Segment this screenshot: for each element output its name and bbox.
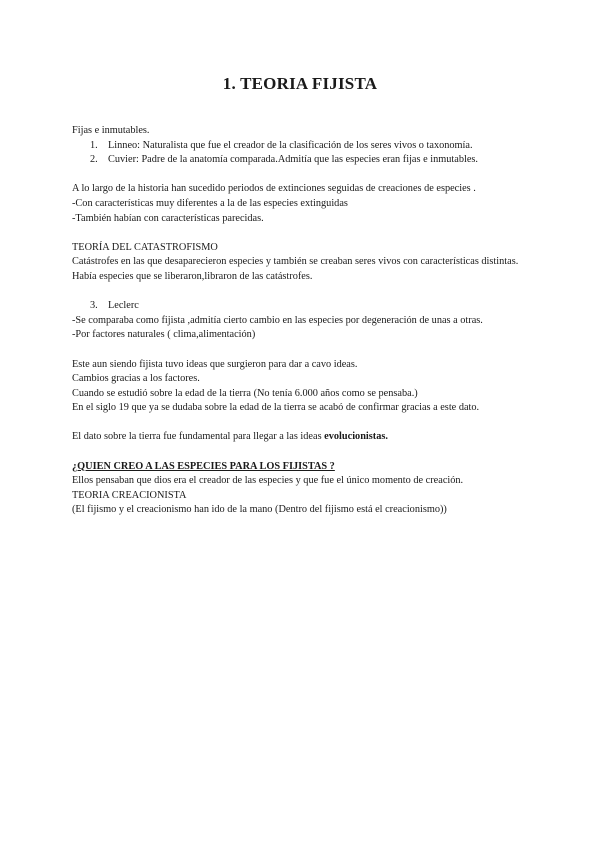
quien-line: (El fijismo y el creacionismo han ido de la mano (Dentro del fijismo está el creacionismo)) xyxy=(72,504,447,516)
leclerc-line: -Se comparaba como fijista ,admitía cierto cambio en las especies por degeneración de unas a otras. xyxy=(72,314,483,326)
list-number: 3. xyxy=(90,300,98,312)
ideas-line: Este aun siendo fijista tuvo ideas que surgieron para dar a cavo ideas. xyxy=(72,358,358,370)
list-item-text: Leclerc xyxy=(108,300,139,312)
document-body xyxy=(72,124,542,518)
history-line: A lo largo de la historia han sucedido periodos de extinciones seguidas de creaciones de especies . xyxy=(72,183,476,195)
ideas-line: Cuando se estudió sobre la edad de la tierra (No tenía 6.000 años como se pensaba.) xyxy=(72,387,418,399)
history-line: -También habían con características parecidas. xyxy=(72,212,264,224)
leclerc-line: -Por factores naturales ( clima,alimentación) xyxy=(72,329,256,341)
list-item-text: Linneo: Naturalista que fue el creador de la clasificación de los seres vivos o taxonomía. xyxy=(108,139,473,151)
catastrofismo-paragraph: Catástrofes en las que desaparecieron especies y también se creaban seres vivos con características distintas. xyxy=(72,256,519,268)
ideas-line: Cambios gracias a los factores. xyxy=(72,373,200,385)
dato-line xyxy=(72,430,542,445)
page-title: 1. TEORIA FIJISTA xyxy=(222,74,378,93)
list-number: 2. xyxy=(90,154,98,166)
catastrofismo-paragraph: Había especies que se liberaron,libraron de las catástrofes. xyxy=(72,270,313,282)
catastrofismo-heading: TEORÍA DEL CATASTROFISMO xyxy=(72,241,218,253)
history-line: -Con características muy diferentes a la de las especies extinguidas xyxy=(72,197,348,209)
ideas-line: En el siglo 19 que ya se dudaba sobre la edad de la tierra se acabó de confirmar gracias a este dato. xyxy=(72,402,480,414)
list-item-text: Cuvier: Padre de la anatomía comparada.Admitía que las especies eran fijas e inmutables. xyxy=(108,154,478,166)
list-number: 1. xyxy=(90,139,98,151)
dato-bold: evolucionistas. xyxy=(324,431,388,443)
quien-heading: ¿QUIEN CREO A LAS ESPECIES PARA LOS FIJISTAS ? xyxy=(72,460,335,472)
dato-prefix: El dato sobre la tierra fue fundamental para llegar a las ideas xyxy=(72,431,325,443)
creacionista-heading: TEORIA CREACIONISTA xyxy=(72,489,187,501)
list-item-cuvier xyxy=(72,153,542,168)
list-item-linneo xyxy=(72,139,542,154)
intro-lead: Fijas e inmutables. xyxy=(72,125,150,136)
quien-line: Ellos pensaban que dios era el creador de las especies y que fue el único momento de creación. xyxy=(72,475,464,487)
list-item-leclerc xyxy=(72,299,542,314)
